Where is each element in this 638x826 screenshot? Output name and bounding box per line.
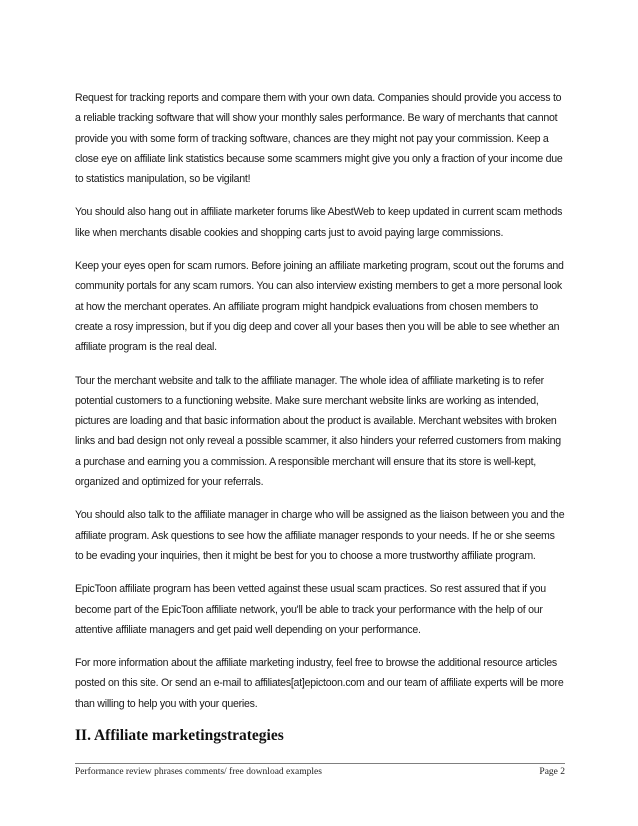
paragraph-merchant-website: Tour the merchant website and talk to the affiliate manager. The whole idea of affiliate marketing is to refer potential customers to a functioning website. Make sure merchant website links are working as intended, pictures are loading and that basic information about the product is available. Merchant websites with broken links and bad design not only reveal a possible scammer, it also hinders your referred customers from making a purchase and earning you a commission. A responsible merchant will ensure that its store is well-kept, organized and optimized for your referrals. [75,374,561,489]
paragraph-tracking-reports: Request for tracking reports and compare them with your own data. Companies should provide you access to a reliable tracking software that will show your monthly sales performance. Be wary of merchants that cannot provide you with some form of tracking software, chances are they might not pay your commission. Keep a close eye on affiliate link statistics because some scammers might give you only a fraction of your income due to statistics manipulation, so be vigilant! [75,92,563,186]
paragraph-scam-rumors: Keep your eyes open for scam rumors. Before joining an affiliate marketing program, scout out the forums and community portals for any scam rumors. You can also interview existing members to get a more personal look at how the merchant operates. An affiliate program might handpick evaluations from chosen members to create a rosy impression, but if you dig deep and cover all your bases then you will be able to see whether an affiliate program is the real deal. [75,260,564,354]
section-heading: II. Affiliate marketingstrategies [75,727,284,745]
page-footer [75,763,565,777]
paragraph-forums: You should also hang out in affiliate marketer forums like AbestWeb to keep updated in current scam methods like when merchants disable cookies and shopping carts just to avoid paying large commissions. [75,206,563,239]
paragraph-more-information: For more information about the affiliate marketing industry, feel free to browse the additional resource articles posted on this site. Or send an e-mail to affiliates[at]epictoon.com and our team of affiliate experts will be more than willing to help you with your queries. [75,657,564,710]
document-body [75,88,565,745]
paragraph-affiliate-manager: You should also talk to the affiliate manager in charge who will be assigned as the liaison between you and the affiliate program. Ask questions to see how the affiliate manager responds to your needs. If he or she seems to be evading your inquiries, then it might be best for you to choose a more trustworthy affiliate program. [75,509,565,562]
page-number: Page 2 [539,767,565,777]
footer-text: Performance review phrases comments/ free download examples [75,767,322,777]
paragraph-epictoon: EpicToon affiliate program has been vetted against these usual scam practices. So rest assured that if you become part of the EpicToon affiliate network, you'll be able to track your performance with the help of our attentive affiliate managers and get paid well depending on your performance. [75,583,546,636]
